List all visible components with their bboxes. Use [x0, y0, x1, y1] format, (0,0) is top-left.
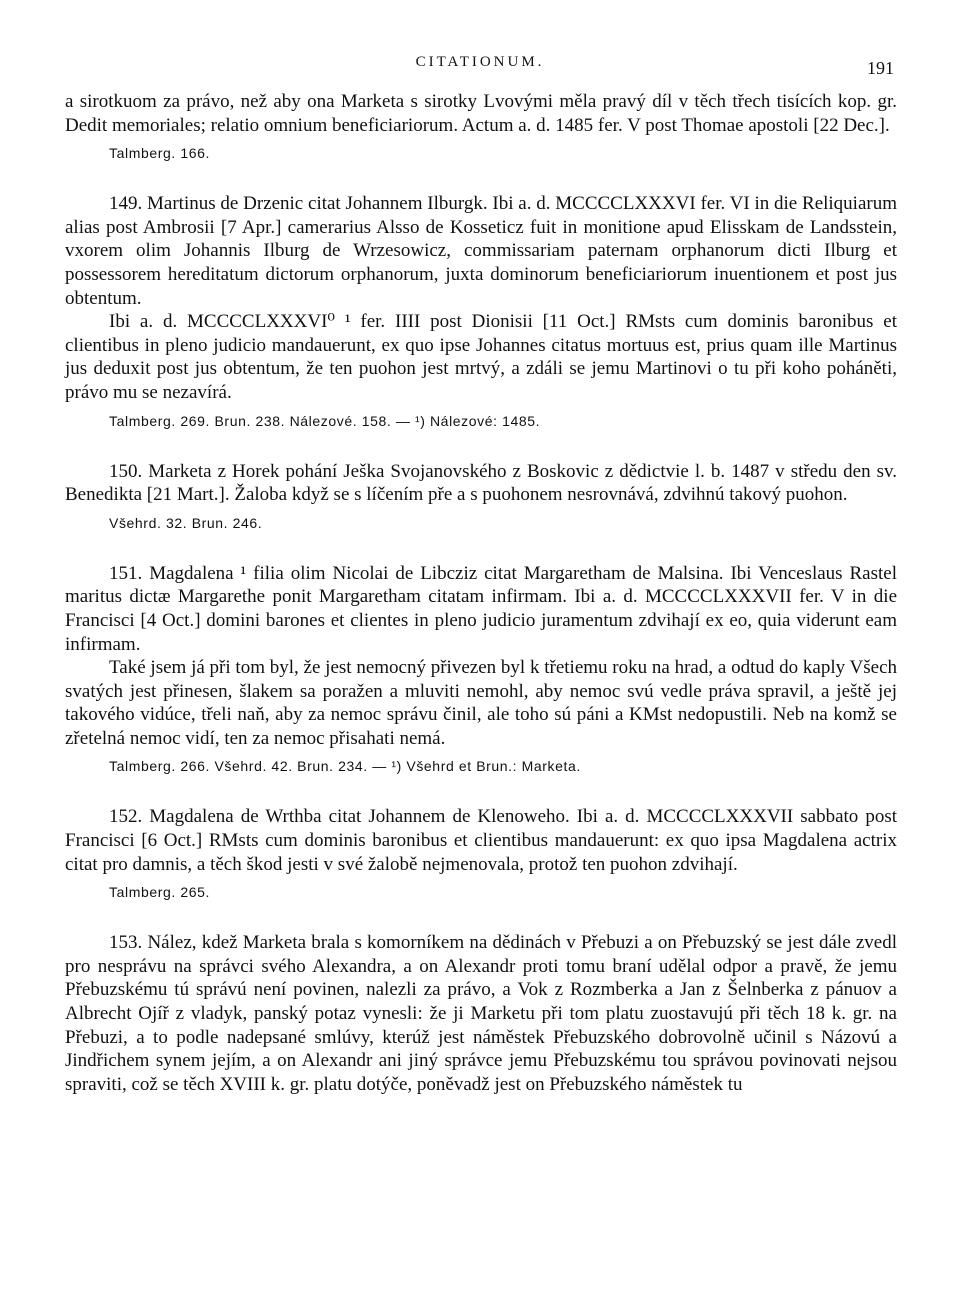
paragraph: a sirotkuom za právo, než aby ona Marketa s sirotky Lvovými měla pravý díl v těch třech tisících kop. gr. Dedit memoriales; relatio omnium beneficiariorum. Actum a. d. 1485 fer. V post Thomae apostoli [22 Dec.]. — [65, 91, 897, 136]
running-head: CITATIONUM. — [415, 54, 545, 70]
entry-152 — [65, 805, 897, 901]
paragraph: 151. Magdalena ¹ filia olim Nicolai de Libcziz citat Margaretham de Malsina. Ibi Venceslaus Rastel maritus dictæ Margarethe ponit Margaretham citatam infirmam. Ibi a. d. MCCCCLXXXVII fer. V in die Francisci [4 Oct.] domini barones et clientes in pleno judicio juramentum zdvihají ex eo, quia viderunt eam infirmam. — [65, 562, 897, 655]
entry-continued — [65, 90, 897, 162]
source-reference: Talmberg. 166. — [109, 145, 211, 162]
source-reference: Talmberg. 269. Brun. 238. Nálezové. 158. — ¹) Nálezové: 1485. — [109, 412, 541, 429]
source-reference: Talmberg. 265. — [109, 884, 211, 901]
page-number: 191 — [867, 58, 894, 78]
body-text — [65, 90, 897, 1126]
paragraph: Také jsem já při tom byl, že jest nemocný přivezen byl k třetiemu roku na hrad, a odtud do kaply Všech svatých jest přinesen, šlakem sa poražen a mluviti nemohl, aby nemoc svú vedle práva spravil, a ještě jej takového vidúce, třeli naň, aby za nemoc správu činil, ale toho sú páni a KMst nedopustili. Neb na komž se zřetelná nemoc vidí, ten za nemoc přisahati nemá. — [65, 657, 897, 749]
entry-149 — [65, 192, 897, 429]
entry-153 — [65, 931, 897, 1096]
source-reference: Talmberg. 266. Všehrd. 42. Brun. 234. — ¹) Všehrd et Brun.: Marketa. — [109, 758, 581, 775]
paragraph: 150. Marketa z Horek pohání Ješka Svojanovského z Boskovic z dědictvie l. b. 1487 v středu den sv. Benedikta [21 Mart.]. Žaloba když se s líčením pře a s puohonem nesrovnává, zdvihnú takový puohon. — [65, 460, 897, 506]
entry-150 — [65, 460, 897, 532]
source-reference: Všehrd. 32. Brun. 246. — [109, 514, 263, 531]
entry-151 — [65, 562, 897, 776]
paragraph: 152. Magdalena de Wrthba citat Johannem de Klenoweho. Ibi a. d. MCCCCLXXXVII sabbato post Francisci [6 Oct.] RMsts cum dominis baronibus et clientibus mandauerunt: ex quo ipsa Magdalena actrix citat pro damnis, a těch škod jesti v své žalobě nejmenovala, protož ten puohon zdvihají. — [65, 806, 897, 875]
paragraph: Ibi a. d. MCCCCLXXXVI⁰ ¹ fer. IIII post Dionisii [11 Oct.] RMsts cum dominis baronibus et clientibus in pleno judicio mandauerunt, ex quo ipse Johannes citatus mortuus est, prius quam ille Martinus jus deduxit post jus obtentum, že ten puohon jest mrtvý, a zdáli se jemu Martinovi o tu při koho poháněti, právo mu se nezavírá. — [65, 311, 897, 403]
paragraph: 149. Martinus de Drzenic citat Johannem Ilburgk. Ibi a. d. MCCCCLXXXVI fer. VI in die Reliquiarum alias post Ambrosii [7 Apr.] camerarius Alsso de Kosseticz fuit in monitione apud Elisskam de Landsstein, vxorem olim Johannis Ilburg de Wrzesowicz, commissariam paternam orphanorum dicti Ilburg et possessorem hereditatum dictorum orphanorum, juxta dominorum beneficiariorum inuentionem et post jus obtentum. — [65, 193, 897, 309]
paragraph: 153. Nález, kdež Marketa brala s komorníkem na dědinách v Přebuzi a on Přebuzský se jest dále zvedl pro nesprávu na správci svého Alexandra, a on Alexandr proti tomu braní udělal odpor a pravě, že jemu Přebuzskému tú správú není povinen, nalezli za právo, a Vok z Rozmberka a Jan z Šelnberka z pánuov a Albrecht Ojíř z vladyk, panský potaz vynesli: že ji Marketu při tom platu zuostavujú při těch 18 k. gr. na Přebuzi, a to podle nadepsané smlúvy, kterúž jest náměstek Přebuzského dobrovolně učinil s Názovú a Jindřichem synem jejím, a on Alexandr ani jiný správce jemu Přebuzskému tou správou povinovati nejsou spraviti, což se těch XVIII k. gr. platu dotýče, poněvadž jest on Přebuzského náměstek tu — [65, 932, 897, 1095]
